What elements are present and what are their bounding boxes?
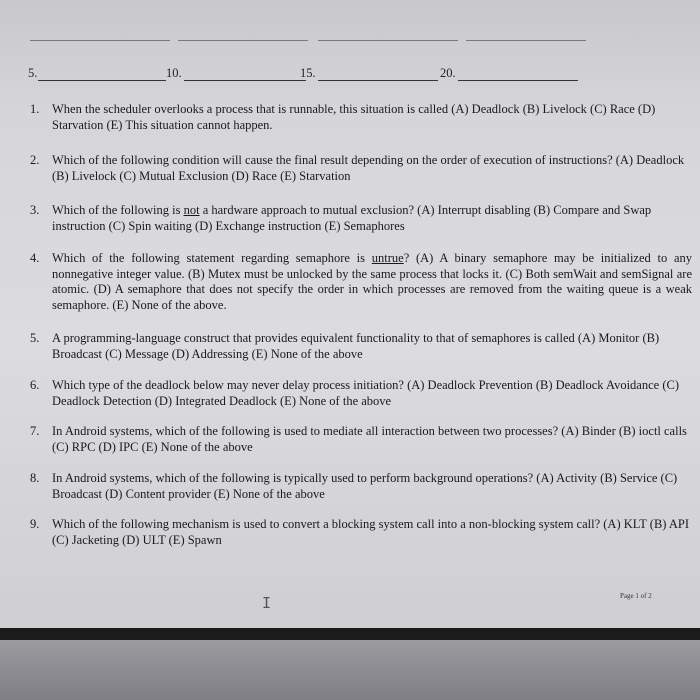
question-number: 8. — [30, 471, 40, 485]
question-text — [52, 203, 692, 234]
question-number: 1. — [30, 102, 40, 116]
question-text: In Android systems, which of the following is used to mediate all interaction between two processes? (A) Binder (B) ioctl calls (C) RPC (D) IPC (E) None of the above — [52, 424, 687, 454]
answer-blank-number: 20. — [440, 66, 456, 80]
answer-blank-number: 15. — [300, 66, 316, 80]
answer-blank-line — [318, 80, 438, 81]
question-text: A programming-language construct that provides equivalent functionality to that of semaphores is called (A) Monitor (B) Broadcast (C) Message (D) Addressing (E) None of the above — [52, 331, 660, 361]
question-number: 6. — [30, 378, 40, 392]
answer-blank-line — [184, 80, 306, 81]
page-number: Page 1 of 2 — [620, 592, 652, 600]
question-text-before: Which of the following statement regarding semaphore is — [52, 251, 372, 265]
question-number: 3. — [30, 203, 40, 217]
question-text-after: ? (A) A binary semaphore may be initialized to any nonnegative integer value. (B) Mutex must be unlocked by the same process that locks it. (C) Both semWait and semSignal are atomic. (D) A semaphore that does not specify the order in which processes are removed from the waiting queue is a weak semaphore. (E) None of the above. — [52, 251, 693, 312]
answer-blanks-row — [28, 66, 588, 86]
question-text: Which type of the deadlock below may never delay process initiation? (A) Deadlock Prevention (B) Deadlock Avoidance (C) Deadlock Detection (D) Integrated Deadlock (E) None of the above — [52, 378, 679, 408]
question-text: Which of the following mechanism is used to convert a blocking system call into a non-blocking system call? (A) KLT (B) API (C) Jacketing (D) ULT (E) Spawn — [52, 517, 690, 547]
question-text — [52, 251, 692, 313]
question-number: 7. — [30, 424, 40, 438]
question-text: Which of the following condition will cause the final result depending on the order of execution of instructions? (A) Deadlock (B) Livelock (C) Mutual Exclusion (D) Race (E) Starvation — [52, 153, 685, 183]
underlined-word: not — [183, 203, 200, 217]
previous-answer-lines — [30, 40, 590, 48]
question-number: 9. — [30, 517, 40, 531]
answer-blank-line — [38, 80, 166, 81]
answer-blank-number: 5. — [28, 66, 38, 80]
question-text-before: Which of the following is — [52, 203, 184, 217]
question-number: 5. — [30, 331, 40, 345]
underlined-word: untrue — [371, 251, 404, 265]
question-text-after: a hardware approach to mutual exclusion? (A) Interrupt disabling (B) Compare and Swap instruction (C) Spin waiting (D) Exchange instruction (E) Semaphores — [52, 203, 652, 233]
question-number: 4. — [30, 251, 40, 265]
answer-blank-line — [458, 80, 578, 81]
question-number: 2. — [30, 153, 40, 167]
answer-blank-number: 10. — [166, 66, 182, 80]
text-cursor-icon: I — [262, 594, 272, 612]
question-text: When the scheduler overlooks a process that is runnable, this situation is called (A) Deadlock (B) Livelock (C) Race (D) Starvation (E) This situation cannot happen. — [52, 102, 656, 132]
question-text: In Android systems, which of the following is typically used to perform background operations? (A) Activity (B) Service (C) Broadcast (D) Content provider (E) None of the above — [52, 471, 678, 501]
second-page-edge — [0, 640, 700, 700]
